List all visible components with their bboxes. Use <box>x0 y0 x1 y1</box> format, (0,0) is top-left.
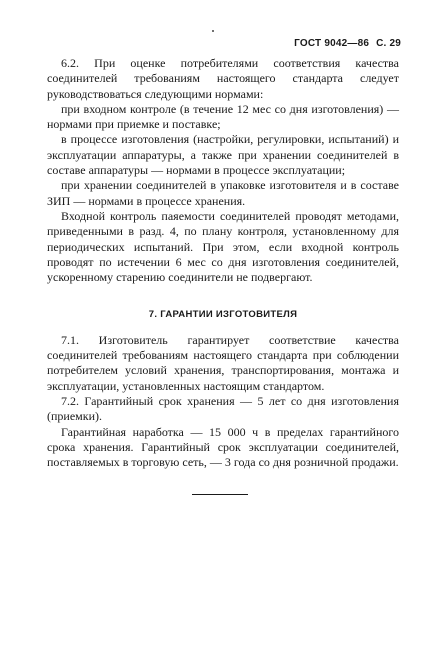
document-body <box>47 56 399 470</box>
paragraph-7-1: 7.1. Изготовитель гарантирует соответствие качества соединителей требованиям настоящего стандарта при соблюдении потребителем условий хранения, транспортирования, монтажа и эксплуатации, установленных настоящим стандартом. <box>47 332 399 393</box>
section-title: 7. ГАРАНТИИ ИЗГОТОВИТЕЛЯ <box>148 309 298 321</box>
paragraph-solderability: Входной контроль паяемости соединителей проводят методами, приведенными в разд. 4, по плану контроля, установленному для периодических испытаний. При этом, если входной контроль проводят по истечении 6 мес со дня изготовления соединителей, ускоренному старению соединители не подвергают. <box>47 208 399 285</box>
paragraph-7-2: 7.2. Гарантийный срок хранения — 5 лет со дня изготовления (приемки). <box>47 393 399 424</box>
paragraph-input-control: при входном контроле (в течение 12 мес со дня изготовления) — нормами при приемке и поставке; <box>47 101 399 132</box>
scan-speck <box>212 30 214 32</box>
end-rule <box>192 494 248 495</box>
paragraph-manufacturing: в процессе изготовления (настройки, регулировки, испытаний) и эксплуатации аппаратуры, а также при хранении соединителей в составе аппаратуры — нормами в процессе эксплуатации; <box>47 132 399 178</box>
paragraph-6-2: 6.2. При оценке потребителями соответствия качества соединителей требованиям настоящего стандарта следует руководствоваться следующими нормами: <box>47 56 399 101</box>
page-number: С. 29 <box>376 38 401 49</box>
paragraph-warranty-operation: Гарантийная наработка — 15 000 ч в пределах гарантийного срока хранения. Гарантийный срок эксплуатации соединителей, поставляемых в торговую сеть, — 3 года со дня розничной продажи. <box>47 424 399 470</box>
standard-number: ГОСТ 9042—86 <box>294 38 370 49</box>
page-header <box>290 38 401 49</box>
paragraph-storage: при хранении соединителей в упаковке изготовителя и в составе ЗИП — нормами в процессе хранения. <box>47 178 399 208</box>
